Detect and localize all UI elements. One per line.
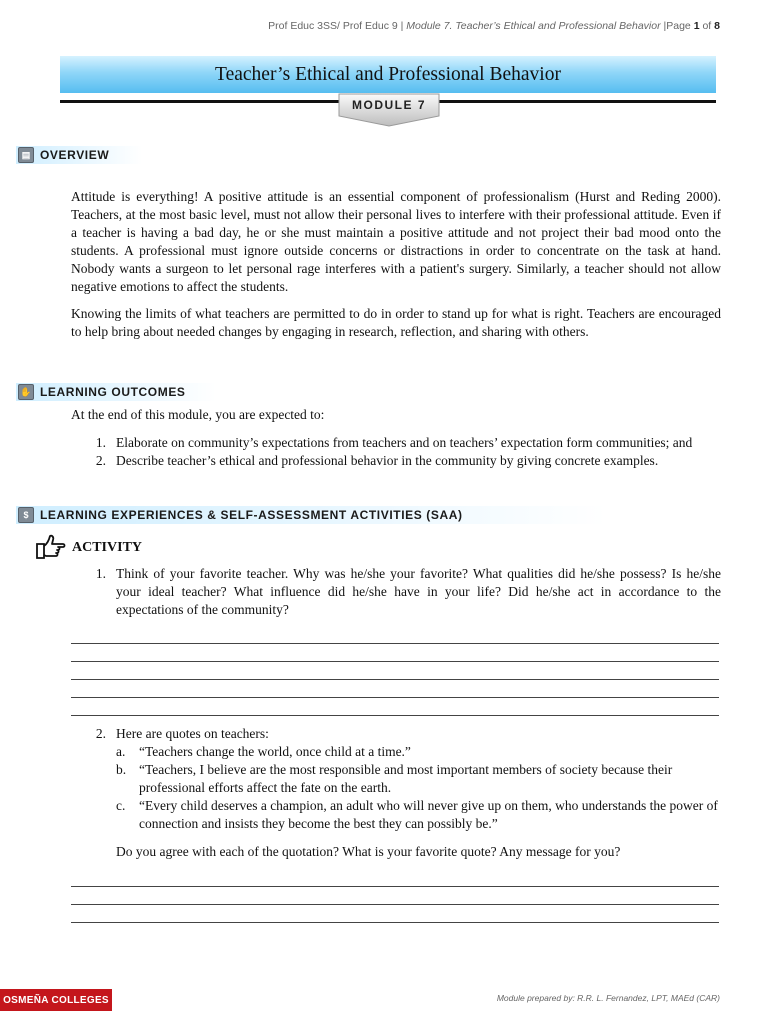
- pointing-hand-icon: [34, 534, 66, 562]
- item-text: Think of your favorite teacher. Why was he/she your favorite? What qualities did he/she possess? Is he/she your ideal teacher? What influence did he/she have in your life? Did he/she act in accordance to the expectations of the community?: [116, 566, 721, 617]
- quote-item: [71, 761, 721, 797]
- section-learning-outcomes: [16, 383, 216, 401]
- header-page-of: of: [702, 20, 712, 32]
- title-banner: [60, 56, 716, 93]
- module-number: MODULE 7: [351, 98, 426, 112]
- header-module-ref: Module 7. Teacher’s Ethical and Professional Behavior: [406, 20, 661, 32]
- overview-paragraph: Attitude is everything! A positive attitude is an essential component of professionalism (Hurst and Reding 2000). Teachers, at the most basic level, must not allow their personal lives to interfere with their professional attitude. Even if a teacher is having a bad day, he or she must maintain a positive attitude and not project their bad mood onto the students. A professional must ignore outside concerns or distractions in order to concentrate on the task at hand. Nobody wants a surgeon to let personal rage interferes with a patient's surgery. Similarly, a teacher should not allow negative emotions to affect the students.: [71, 189, 721, 294]
- page-title: Teacher’s Ethical and Professional Behavior: [215, 64, 561, 85]
- outcomes-intro: At the end of this module, you are expected to:: [71, 407, 325, 422]
- quote-letter: c.: [116, 798, 126, 813]
- experiences-icon: $: [18, 507, 34, 523]
- activity-heading: [34, 534, 142, 562]
- header-course: Prof Educ 3SS/ Prof Educ 9: [268, 20, 398, 32]
- overview-icon: ▤: [18, 147, 34, 163]
- page-header: [268, 20, 720, 32]
- item-number: 1.: [95, 566, 106, 581]
- module-badge: [337, 92, 441, 128]
- list-item: [71, 565, 721, 619]
- list-item: [71, 434, 721, 452]
- answer-line[interactable]: [71, 662, 719, 680]
- question-2: [71, 725, 721, 833]
- answer-lines-2[interactable]: [71, 869, 719, 923]
- quote-item: [71, 797, 721, 833]
- header-page-current: 1: [693, 20, 700, 32]
- outcomes-icon: ✋: [18, 384, 34, 400]
- item-text: Describe teacher’s ethical and professional behavior in the community by giving concrete examples.: [116, 453, 659, 468]
- item-text: Here are quotes on teachers:: [116, 726, 269, 741]
- question-2-prompt: Do you agree with each of the quotation? What is your favorite quote? Any message for you?: [116, 844, 621, 859]
- quote-letter: b.: [116, 762, 127, 777]
- quote-text: “Every child deserves a champion, an adult who will never give up on them, who understands the power of connection and insists they become the best they can possibly be.”: [139, 798, 718, 831]
- activity-label: ACTIVITY: [72, 540, 143, 555]
- quote-letter: a.: [116, 744, 126, 759]
- answer-line[interactable]: [71, 887, 719, 905]
- header-page-total: 8: [714, 20, 720, 32]
- item-number: 2.: [95, 726, 106, 741]
- overview-paragraph: Knowing the limits of what teachers are permitted to do in order to stand up for what is right. Teachers are encouraged to help bring about needed changes by engaging in research, reflection, and sharing with others.: [71, 306, 721, 339]
- header-separator: |: [400, 20, 404, 32]
- outcomes-list: [71, 434, 721, 470]
- item-number: 1.: [95, 435, 106, 450]
- quote-text: “Teachers change the world, once child at a time.”: [139, 744, 411, 759]
- section-heading: LEARNING EXPERIENCES & SELF-ASSESSMENT ACTIVITIES (SAA): [40, 508, 463, 522]
- institution-badge: OSMEÑA COLLEGES: [0, 989, 112, 1011]
- item-text: Elaborate on community’s expectations from teachers and on teachers’ expectation form communities; and: [116, 435, 693, 450]
- section-heading: LEARNING OUTCOMES: [40, 385, 186, 399]
- question-1: [71, 565, 721, 619]
- quote-item: [71, 743, 721, 761]
- item-number: 2.: [95, 453, 106, 468]
- section-learning-experiences: [16, 506, 606, 524]
- module-credit: Module prepared by: R.R. L. Fernandez, LPT, MAEd (CAR): [496, 993, 720, 1003]
- answer-lines-1[interactable]: [71, 626, 719, 716]
- section-overview: [16, 146, 142, 164]
- answer-line[interactable]: [71, 626, 719, 644]
- answer-line[interactable]: [71, 905, 719, 923]
- header-separator: |: [663, 20, 667, 32]
- quote-text: “Teachers, I believe are the most responsible and most important members of society because their professional efforts affect the fate on the earth.: [139, 762, 673, 795]
- section-heading: OVERVIEW: [40, 148, 110, 162]
- answer-line[interactable]: [71, 644, 719, 662]
- list-item: [71, 725, 721, 743]
- list-item: [71, 452, 721, 470]
- header-page-word: Page: [666, 20, 691, 32]
- answer-line[interactable]: [71, 698, 719, 716]
- answer-line[interactable]: [71, 869, 719, 887]
- answer-line[interactable]: [71, 680, 719, 698]
